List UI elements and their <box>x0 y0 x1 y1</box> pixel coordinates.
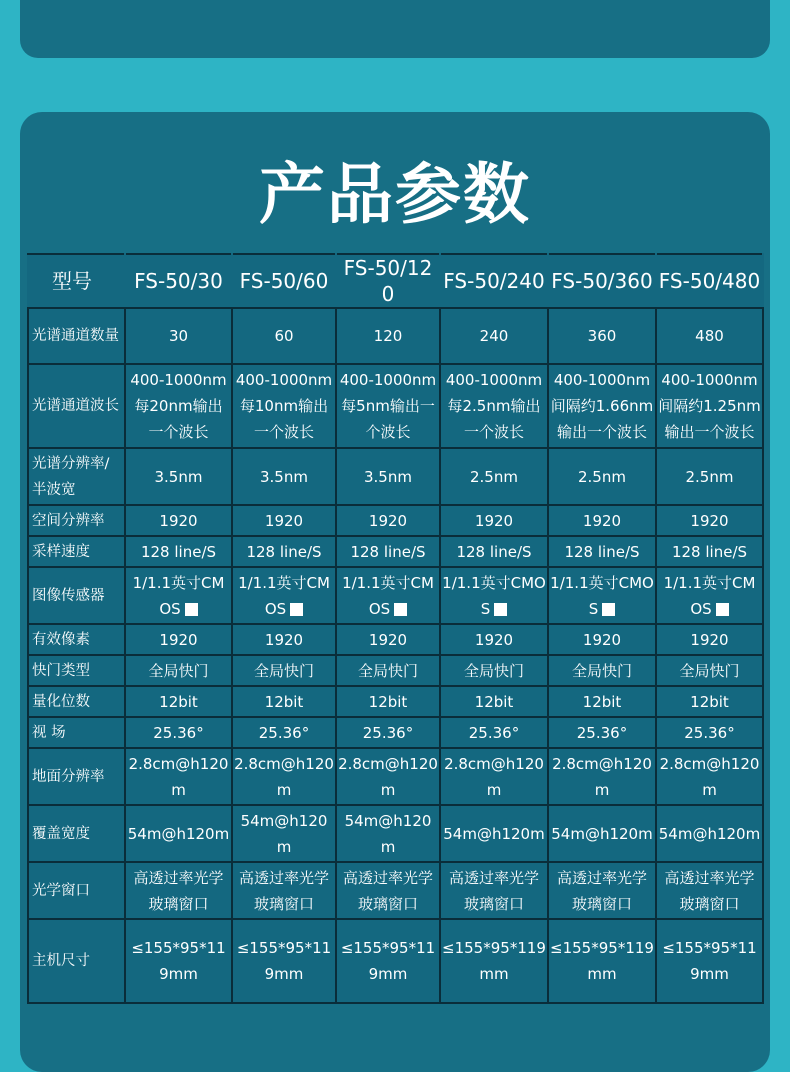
table-cell: 400-1000nm每5nm输出一个波长 <box>336 364 440 448</box>
table-cell: 400-1000nm间隔约1.66nm输出一个波长 <box>548 364 656 448</box>
table-cell: 12bit <box>232 686 336 717</box>
table-row <box>28 805 763 862</box>
table-cell: 全局快门 <box>440 655 548 686</box>
row-label: 空间分辨率 <box>28 505 125 536</box>
table-cell: 1920 <box>232 505 336 536</box>
table-cell: 25.36° <box>232 717 336 748</box>
table-cell: 2.8cm@h120m <box>548 748 656 805</box>
header-label: 型号 <box>28 254 125 308</box>
table-cell: 240 <box>440 308 548 364</box>
table-cell <box>125 567 232 624</box>
table-cell: 2.8cm@h120m <box>232 748 336 805</box>
table-cell: 128 line/S <box>232 536 336 567</box>
table-cell: ≤155*95*119mm <box>125 919 232 1003</box>
table-row <box>28 567 763 624</box>
table-cell: 2.5nm <box>656 448 763 505</box>
row-label: 覆盖宽度 <box>28 805 125 862</box>
model-header: FS-50/360 <box>548 254 656 308</box>
table-cell: 54m@h120m <box>336 805 440 862</box>
table-cell: 120 <box>336 308 440 364</box>
table-cell: 400-1000nm每2.5nm输出一个波长 <box>440 364 548 448</box>
table-cell: 128 line/S <box>336 536 440 567</box>
checkbox-icon[interactable] <box>602 603 615 616</box>
table-cell: 12bit <box>656 686 763 717</box>
table-row <box>28 536 763 567</box>
row-label: 视 场 <box>28 717 125 748</box>
table-cell: ≤155*95*119mm <box>336 919 440 1003</box>
table-cell: 54m@h120m <box>656 805 763 862</box>
row-label: 图像传感器 <box>28 567 125 624</box>
table-cell: 25.36° <box>548 717 656 748</box>
table-cell: 128 line/S <box>125 536 232 567</box>
checkbox-icon[interactable] <box>494 603 507 616</box>
model-header: FS-50/480 <box>656 254 763 308</box>
model-header: FS-50/30 <box>125 254 232 308</box>
sensor-text: 1/1.1英寸CMOS <box>442 573 546 618</box>
table-cell: 2.5nm <box>440 448 548 505</box>
checkbox-icon[interactable] <box>290 603 303 616</box>
table-cell: 400-1000nm每10nm输出一个波长 <box>232 364 336 448</box>
table-cell: 54m@h120m <box>232 805 336 862</box>
table-cell: 全局快门 <box>232 655 336 686</box>
table-cell: 128 line/S <box>656 536 763 567</box>
table-cell: 1920 <box>336 624 440 655</box>
table-cell: 54m@h120m <box>125 805 232 862</box>
row-label: 光谱通道数量 <box>28 308 125 364</box>
row-label: 光谱分辨率/半波宽 <box>28 448 125 505</box>
table-cell: 54m@h120m <box>548 805 656 862</box>
table-cell: 高透过率光学玻璃窗口 <box>336 862 440 919</box>
table-cell: 全局快门 <box>336 655 440 686</box>
table-cell: 高透过率光学玻璃窗口 <box>440 862 548 919</box>
table-cell: 3.5nm <box>232 448 336 505</box>
table-cell: 全局快门 <box>125 655 232 686</box>
model-header: FS-50/240 <box>440 254 548 308</box>
row-label: 快门类型 <box>28 655 125 686</box>
table-cell: 25.36° <box>656 717 763 748</box>
table-cell: 25.36° <box>440 717 548 748</box>
table-cell: ≤155*95*119mm <box>440 919 548 1003</box>
table-cell: 3.5nm <box>125 448 232 505</box>
top-card <box>20 0 770 58</box>
table-cell: 25.36° <box>336 717 440 748</box>
table-cell: 高透过率光学玻璃窗口 <box>232 862 336 919</box>
table-cell: 480 <box>656 308 763 364</box>
table-cell: 1920 <box>125 505 232 536</box>
table-cell: 3.5nm <box>336 448 440 505</box>
table-row <box>28 686 763 717</box>
table-cell: 全局快门 <box>548 655 656 686</box>
table-cell <box>440 567 548 624</box>
table-cell: 1920 <box>125 624 232 655</box>
row-label: 主机尺寸 <box>28 919 125 1003</box>
table-cell: 2.8cm@h120m <box>125 748 232 805</box>
table-cell: 25.36° <box>125 717 232 748</box>
table-cell <box>548 567 656 624</box>
sensor-text: 1/1.1英寸CMOS <box>132 573 225 618</box>
table-cell: 2.8cm@h120m <box>336 748 440 805</box>
table-cell: 2.5nm <box>548 448 656 505</box>
table-cell: 高透过率光学玻璃窗口 <box>125 862 232 919</box>
table-cell: 全局快门 <box>656 655 763 686</box>
table-row <box>28 655 763 686</box>
table-cell: 1920 <box>548 505 656 536</box>
table-row <box>28 748 763 805</box>
table-row <box>28 308 763 364</box>
table-cell <box>656 567 763 624</box>
table-cell: 1920 <box>440 505 548 536</box>
table-cell: 128 line/S <box>440 536 548 567</box>
row-label: 量化位数 <box>28 686 125 717</box>
section-title: 产品参数 <box>259 156 531 233</box>
table-cell: 12bit <box>440 686 548 717</box>
table-cell: 30 <box>125 308 232 364</box>
table-row <box>28 448 763 505</box>
table-cell: 1920 <box>336 505 440 536</box>
checkbox-icon[interactable] <box>394 603 407 616</box>
table-header-row <box>28 254 763 308</box>
sensor-text: 1/1.1英寸CMOS <box>550 573 654 618</box>
sensor-text: 1/1.1英寸CMOS <box>342 573 434 618</box>
table-row <box>28 624 763 655</box>
table-cell: 400-1000nm间隔约1.25nm输出一个波长 <box>656 364 763 448</box>
table-cell: 1920 <box>656 505 763 536</box>
table-cell: 1920 <box>232 624 336 655</box>
table-row <box>28 717 763 748</box>
model-header: FS-50/120 <box>336 254 440 308</box>
table-cell: 12bit <box>125 686 232 717</box>
params-table <box>27 253 764 1004</box>
table-cell: 60 <box>232 308 336 364</box>
table-cell: 54m@h120m <box>440 805 548 862</box>
row-label: 光谱通道波长 <box>28 364 125 448</box>
table-cell: 高透过率光学玻璃窗口 <box>548 862 656 919</box>
table-cell: 12bit <box>548 686 656 717</box>
table-cell: ≤155*95*119mm <box>232 919 336 1003</box>
table-cell <box>336 567 440 624</box>
sensor-text: 1/1.1英寸CMOS <box>238 573 330 618</box>
table-row <box>28 364 763 448</box>
sensor-text: 1/1.1英寸CMOS <box>663 573 756 618</box>
table-cell: 400-1000nm每20nm输出一个波长 <box>125 364 232 448</box>
row-label: 采样速度 <box>28 536 125 567</box>
table-row <box>28 505 763 536</box>
table-cell: 360 <box>548 308 656 364</box>
table-cell: 12bit <box>336 686 440 717</box>
table-cell: 1920 <box>440 624 548 655</box>
table-cell <box>232 567 336 624</box>
row-label: 地面分辨率 <box>28 748 125 805</box>
model-header: FS-50/60 <box>232 254 336 308</box>
table-cell: ≤155*95*119mm <box>656 919 763 1003</box>
table-cell: 高透过率光学玻璃窗口 <box>656 862 763 919</box>
table-cell: 1920 <box>548 624 656 655</box>
table-cell: 2.8cm@h120m <box>656 748 763 805</box>
table-cell: 2.8cm@h120m <box>440 748 548 805</box>
row-label: 光学窗口 <box>28 862 125 919</box>
checkbox-icon[interactable] <box>185 603 198 616</box>
checkbox-icon[interactable] <box>716 603 729 616</box>
table-cell: 1920 <box>656 624 763 655</box>
table-cell: 128 line/S <box>548 536 656 567</box>
row-label: 有效像素 <box>28 624 125 655</box>
table-row <box>28 862 763 919</box>
table-row <box>28 919 763 1003</box>
table-cell: ≤155*95*119mm <box>548 919 656 1003</box>
